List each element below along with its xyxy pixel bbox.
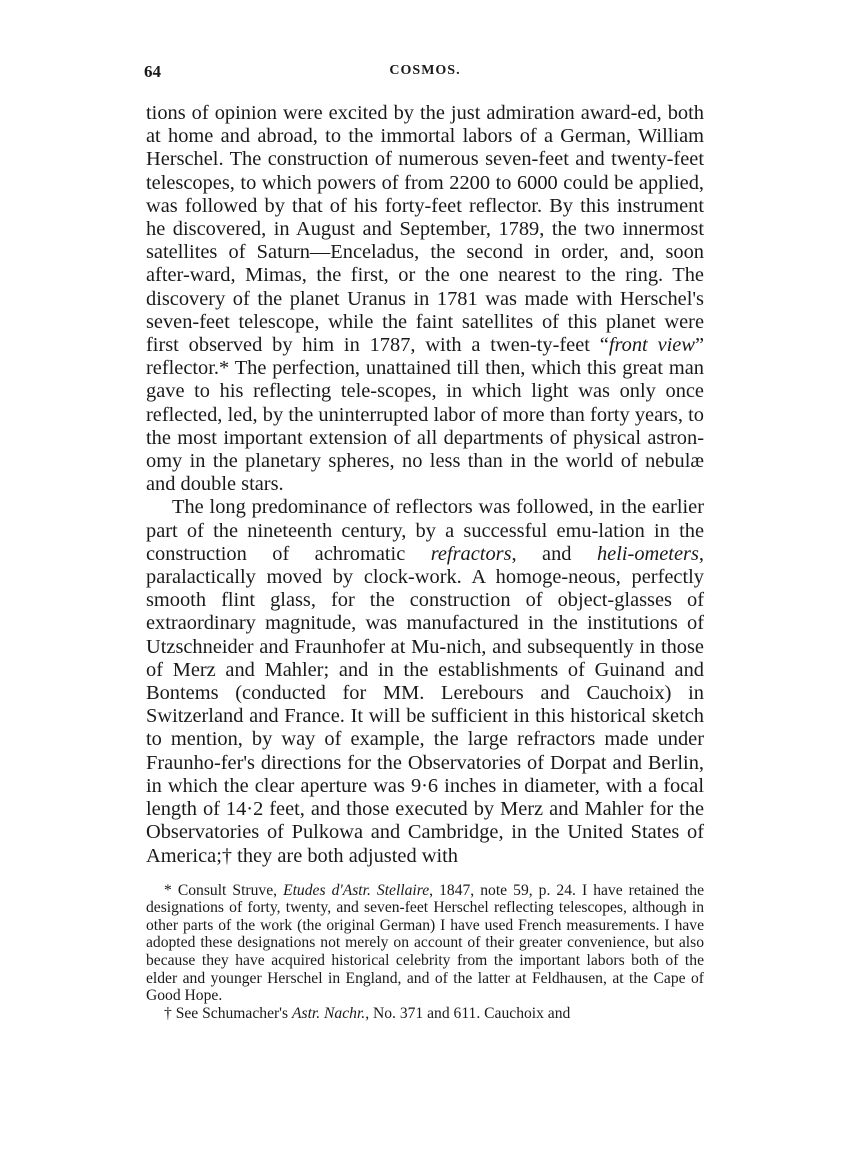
text-run: , No. 371 and 611. Cauchoix and	[365, 1004, 571, 1022]
footnote-schumacher	[146, 1005, 704, 1023]
text-run: tions of opinion were excited by the just admiration award-ed, both at home and abroad, to the immortal labors of a German, William Herschel. The construction of numerous seven-feet and twenty-feet telescopes, to which powers of from 2200 to 6000 could be applied, was followed by that of his forty-feet reflector. By this instrument he discovered, in August and September, 1789, the two innermost satellites of Saturn—Enceladus, the second in order, and, soon after-ward, Mimas, the first, or the one nearest to the ring. The discovery of the planet Uranus in 1781 was made with Herschel's seven-feet telescope, while the faint satellites of this planet were first observed by him in 1787, with a twen-ty-feet “	[146, 102, 704, 357]
footnotes	[146, 882, 704, 1023]
italic-run: Astr. Nachr.	[291, 1004, 366, 1022]
text-run: The long predominance of reflectors was followed, in the earlier part of the nineteenth century, by a successful emu-lation in the construction of achromatic	[146, 496, 704, 565]
text-run: ” reflector.* The perfection, unattained till then, which this great man gave to his reflecting tele-scopes, in which light was only once reflected, led, by the uninterrupted labor of more than forty years, to the most important extension of all departments of physical astron-omy in the planetary spheres, no less than in the world of nebulæ and double stars.	[146, 334, 704, 496]
italic-run: front view	[608, 334, 695, 357]
running-title: COSMOS.	[389, 63, 461, 78]
paragraph-herschel	[146, 102, 704, 496]
main-text	[146, 102, 704, 868]
page-header	[146, 62, 704, 88]
paragraph-refractors	[146, 496, 704, 867]
italic-run: heli-ometers	[596, 542, 699, 565]
page-number: 64	[144, 62, 161, 81]
text-run: , 1847, note 59, p. 24. I have retained the designations of forty, twenty, and seven-feet Herschel reflecting telescopes, although in other parts of the work (the original German) I have used French measurements. I have adopted these designations not merely on account of their greater convenience, but also because they have acquired historical celebrity from the important labors both of the elder and younger Herschel in England, and of the latter at Feldhausen, at the Cape of Good Hope.	[146, 881, 704, 1005]
text-run: , paralactically moved by clock-work. A homoge-neous, perfectly smooth flint glass, for the construction of object-glasses of extraordinary magnitude, was manufactured in the institutions of Utzschneider and Fraunhofer at Mu-nich, and subsequently in those of Merz and Mahler; and in the establishments of Guinand and Bontems (conducted for MM. Lerebours and Cauchoix) in Switzerland and France. It will be sufficient in this historical sketch to mention, by way of example, the large refractors made under Fraunho-fer's directions for the Observatories of Dorpat and Berlin, in which the clear aperture was 9·6 inches in diameter, with a focal length of 14·2 feet, and those executed by Merz and Mahler for the Observatories of Pulkowa and Cambridge, in the United States of America;† they are both adjusted with	[146, 542, 704, 867]
text-run: , and	[511, 542, 597, 565]
italic-run: refractors	[430, 542, 512, 565]
book-page	[146, 62, 704, 1022]
text-run: † See Schumacher's	[164, 1004, 292, 1022]
text-run: * Consult Struve,	[164, 881, 284, 899]
italic-run: Etudes d'Astr. Stellaire	[283, 881, 430, 899]
footnote-struve	[146, 882, 704, 1005]
